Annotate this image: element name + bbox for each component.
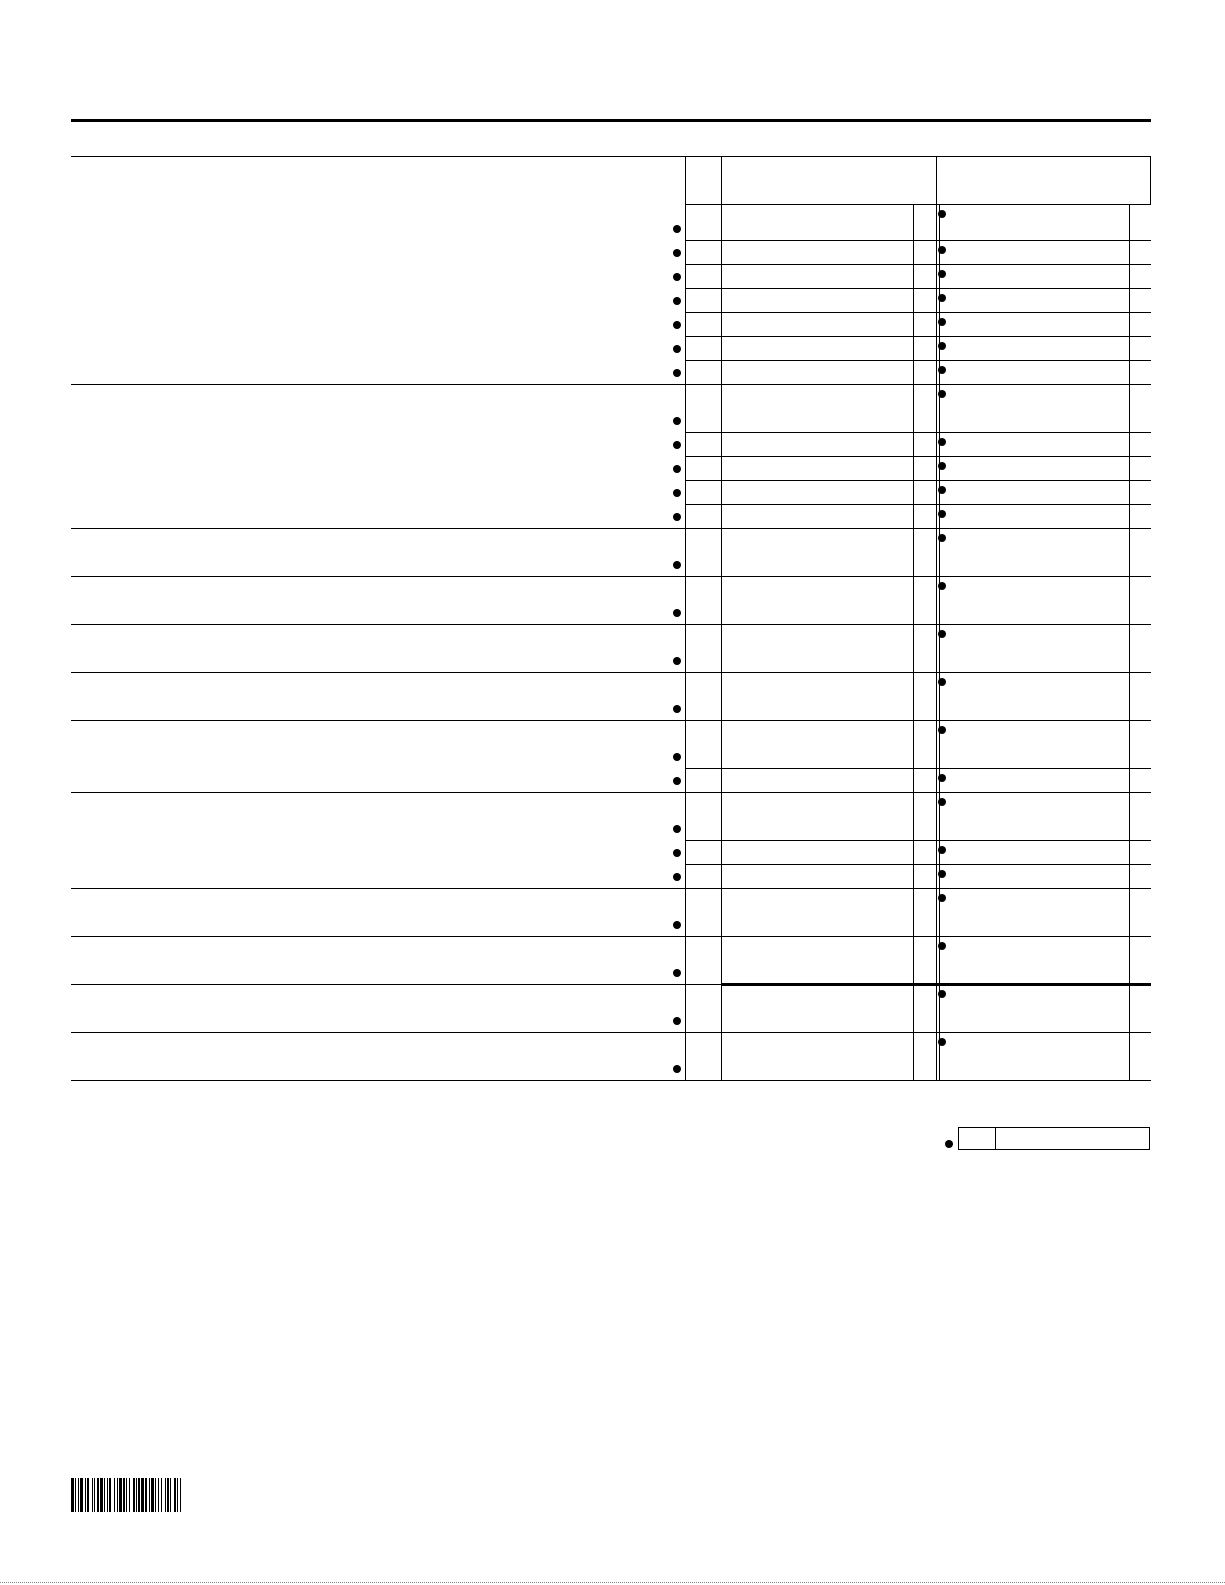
row-bullet-left-icon (673, 825, 681, 833)
row-rule-12 (71, 528, 1151, 529)
row-bullet-left-icon (673, 777, 681, 785)
row-bullet-right-icon (938, 942, 946, 950)
barcode-bar (170, 1478, 171, 1512)
row-bullet-right-icon (938, 486, 946, 494)
row-rule-14 (71, 624, 1151, 625)
barcode-bar (117, 1478, 118, 1512)
row-bullet-right-icon (938, 246, 946, 254)
row-bullet-left-icon (673, 249, 681, 257)
row-rule-25 (71, 1080, 1151, 1081)
col-line-num-left (685, 156, 686, 1080)
barcode-bar (92, 1478, 93, 1512)
row-rule-2 (685, 264, 1151, 265)
row-bullet-right-icon (938, 798, 946, 806)
row-bullet-right-icon (938, 870, 946, 878)
row-bullet-right-icon (938, 390, 946, 398)
row-bullet-left-icon (673, 489, 681, 497)
barcode-bar (133, 1478, 135, 1512)
row-rule-22 (71, 936, 1151, 937)
bottom-bullet-icon (945, 1140, 953, 1148)
row-bullet-left-icon (673, 369, 681, 377)
barcode-bar (107, 1478, 108, 1512)
row-rule-18 (71, 792, 1151, 793)
row-rule-8 (685, 432, 1151, 433)
row-rule-13 (71, 576, 1151, 577)
row-bullet-right-icon (938, 846, 946, 854)
row-bullet-right-icon (938, 438, 946, 446)
row-bullet-left-icon (673, 561, 681, 569)
row-rule-9 (685, 456, 1151, 457)
row-bullet-right-icon (938, 510, 946, 518)
row-bullet-left-icon (673, 921, 681, 929)
row-bullet-left-icon (673, 849, 681, 857)
row-bullet-right-icon (938, 342, 946, 350)
barcode-bar (161, 1478, 162, 1512)
barcode-bar (149, 1478, 150, 1512)
row-bullet-right-icon (938, 366, 946, 374)
barcode-icon (71, 1478, 307, 1512)
barcode-bar (136, 1478, 137, 1512)
row-heavy-rule-23 (721, 983, 1151, 986)
row-bullet-left-icon (673, 609, 681, 617)
row-rule-17 (685, 768, 1151, 769)
barcode-bar (119, 1478, 122, 1512)
barcode-bar (155, 1478, 156, 1512)
row-bullet-right-icon (938, 774, 946, 782)
barcode-bar (126, 1478, 127, 1512)
row-rule-10 (685, 480, 1151, 481)
barcode-bar (129, 1478, 130, 1512)
row-rule-24 (71, 1032, 1151, 1033)
row-rule-5 (685, 336, 1151, 337)
row-bullet-right-icon (938, 726, 946, 734)
barcode-bar (87, 1478, 89, 1512)
row-rule-19 (685, 840, 1151, 841)
barcode-bar (141, 1478, 144, 1512)
barcode-bar (80, 1478, 83, 1512)
col-line-a (721, 156, 722, 1080)
row-rule-16 (71, 720, 1151, 721)
bottom-box-divider (995, 1128, 996, 1149)
row-bullet-right-icon (938, 630, 946, 638)
row-bullet-left-icon (673, 273, 681, 281)
barcode-bar (71, 1478, 74, 1512)
row-bullet-left-icon (673, 657, 681, 665)
row-bullet-right-icon (938, 894, 946, 902)
row-bullet-left-icon (673, 297, 681, 305)
row-bullet-right-icon (938, 990, 946, 998)
row-bullet-right-icon (938, 1038, 946, 1046)
row-rule-21 (71, 888, 1151, 889)
row-bullet-right-icon (938, 582, 946, 590)
row-bullet-left-icon (673, 969, 681, 977)
row-bullet-left-icon (673, 1065, 681, 1073)
row-bullet-left-icon (673, 417, 681, 425)
row-bullet-left-icon (673, 441, 681, 449)
row-rule-20 (685, 864, 1151, 865)
barcode-bar (151, 1478, 154, 1512)
barcode-bar (180, 1478, 181, 1512)
row-bullet-right-icon (938, 210, 946, 218)
barcode-bar (94, 1478, 95, 1512)
barcode-bar (165, 1478, 166, 1512)
row-bullet-right-icon (938, 294, 946, 302)
row-rule-1 (685, 240, 1151, 241)
barcode-bar (174, 1478, 176, 1512)
row-bullet-left-icon (673, 225, 681, 233)
row-bullet-left-icon (673, 873, 681, 881)
barcode-bar (177, 1478, 178, 1512)
barcode-bar (167, 1478, 169, 1512)
barcode-bar (138, 1478, 140, 1512)
row-bullet-left-icon (673, 345, 681, 353)
row-bullet-left-icon (673, 321, 681, 329)
header-bottom-rule (685, 204, 1151, 205)
row-rule-15 (71, 672, 1151, 673)
barcode-bar (75, 1478, 76, 1512)
barcode-bar (114, 1478, 115, 1512)
row-bullet-right-icon (938, 270, 946, 278)
row-rule-6 (685, 360, 1151, 361)
barcode-bar (123, 1478, 125, 1512)
row-bullet-left-icon (673, 465, 681, 473)
row-rule-4 (685, 312, 1151, 313)
barcode-bar (145, 1478, 147, 1512)
bottom-entry-box[interactable] (958, 1127, 1150, 1150)
row-bullet-left-icon (673, 1017, 681, 1025)
header-top-rule (71, 156, 1151, 157)
row-bullet-left-icon (673, 753, 681, 761)
header-right-border (1150, 156, 1151, 204)
barcode-bar (97, 1478, 99, 1512)
row-bullet-right-icon (938, 534, 946, 542)
row-bullet-right-icon (938, 678, 946, 686)
col-line-c (936, 156, 937, 1080)
row-bullet-right-icon (938, 318, 946, 326)
barcode-bar (100, 1478, 103, 1512)
barcode-bar (109, 1478, 111, 1512)
barcode-bar (104, 1478, 105, 1512)
footer-perforation (0, 1582, 1225, 1583)
row-bullet-left-icon (673, 513, 681, 521)
barcode-bar (158, 1478, 159, 1512)
barcode-bar (85, 1478, 86, 1512)
barcode-bar (78, 1478, 79, 1512)
row-bullet-left-icon (673, 705, 681, 713)
row-rule-3 (685, 288, 1151, 289)
top-rule (71, 119, 1151, 122)
row-rule-11 (685, 504, 1151, 505)
row-bullet-right-icon (938, 462, 946, 470)
row-rule-7 (71, 384, 1151, 385)
